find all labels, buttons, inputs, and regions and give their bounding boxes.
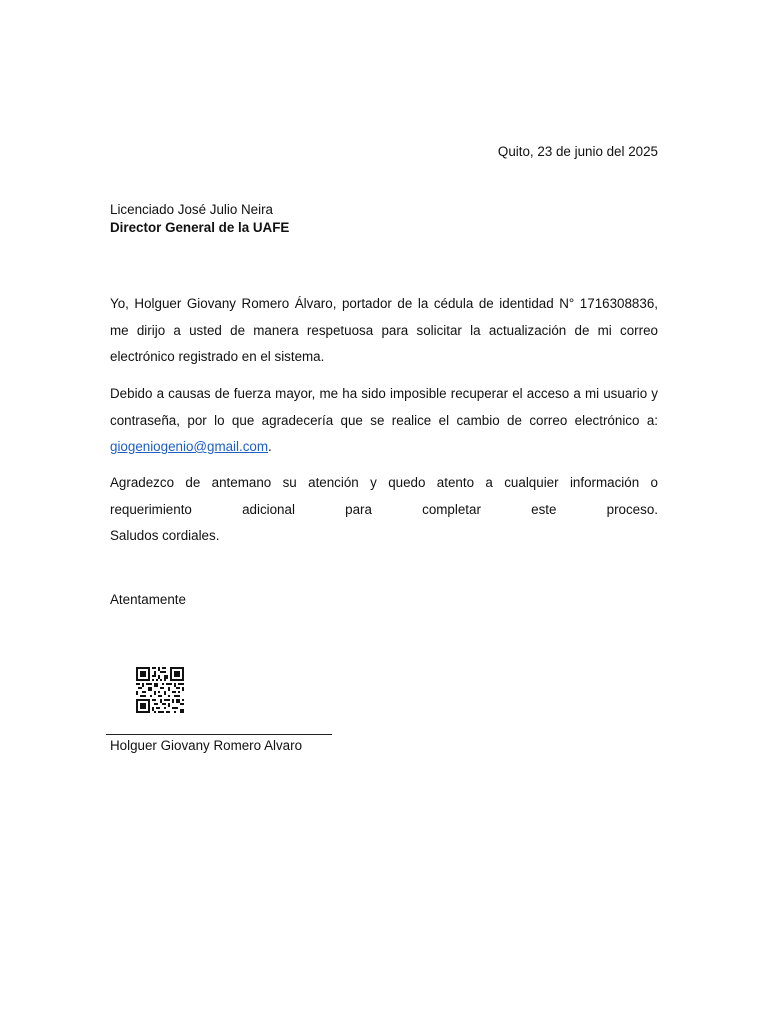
paragraph-thanks: [110, 470, 658, 550]
closing-text: Atentamente: [110, 592, 186, 607]
recipient-title: Director General de la UAFE: [110, 220, 290, 235]
recipient-name: Licenciado José Julio Neira: [110, 202, 274, 217]
email-link[interactable]: giogeniogenio@gmail.com: [110, 439, 269, 454]
paragraph-thanks-line3: Saludos cordiales.: [110, 528, 220, 543]
paragraph-request-period: .: [268, 439, 272, 454]
signature-line: [106, 734, 332, 735]
signatory-name: Holguer Giovany Romero Alvaro: [110, 738, 303, 753]
paragraph-thanks-line2: requerimiento adicional para completar este proceso.: [110, 501, 658, 517]
qr-code-icon: [136, 667, 184, 713]
paragraph-thanks-line1: Agradezco de antemano su atención y quedo atento a cualquier información o: [110, 475, 658, 490]
paragraph-introduction: Yo, Holguer Giovany Romero Álvaro, portador de la cédula de identidad N° 1716308836, me dirijo a usted de manera respetuosa para solicitar la actualización de mi correo electrónico registrado en el sistema.: [110, 296, 658, 364]
paragraph-request-text: Debido a causas de fuerza mayor, me ha sido imposible recuperar el acceso a mi usuario y contraseña, por lo que agradecería que se realice el cambio de correo electrónico a:: [110, 386, 658, 428]
letter-date: Quito, 23 de junio del 2025: [497, 144, 658, 159]
paragraph-request: [110, 381, 658, 461]
